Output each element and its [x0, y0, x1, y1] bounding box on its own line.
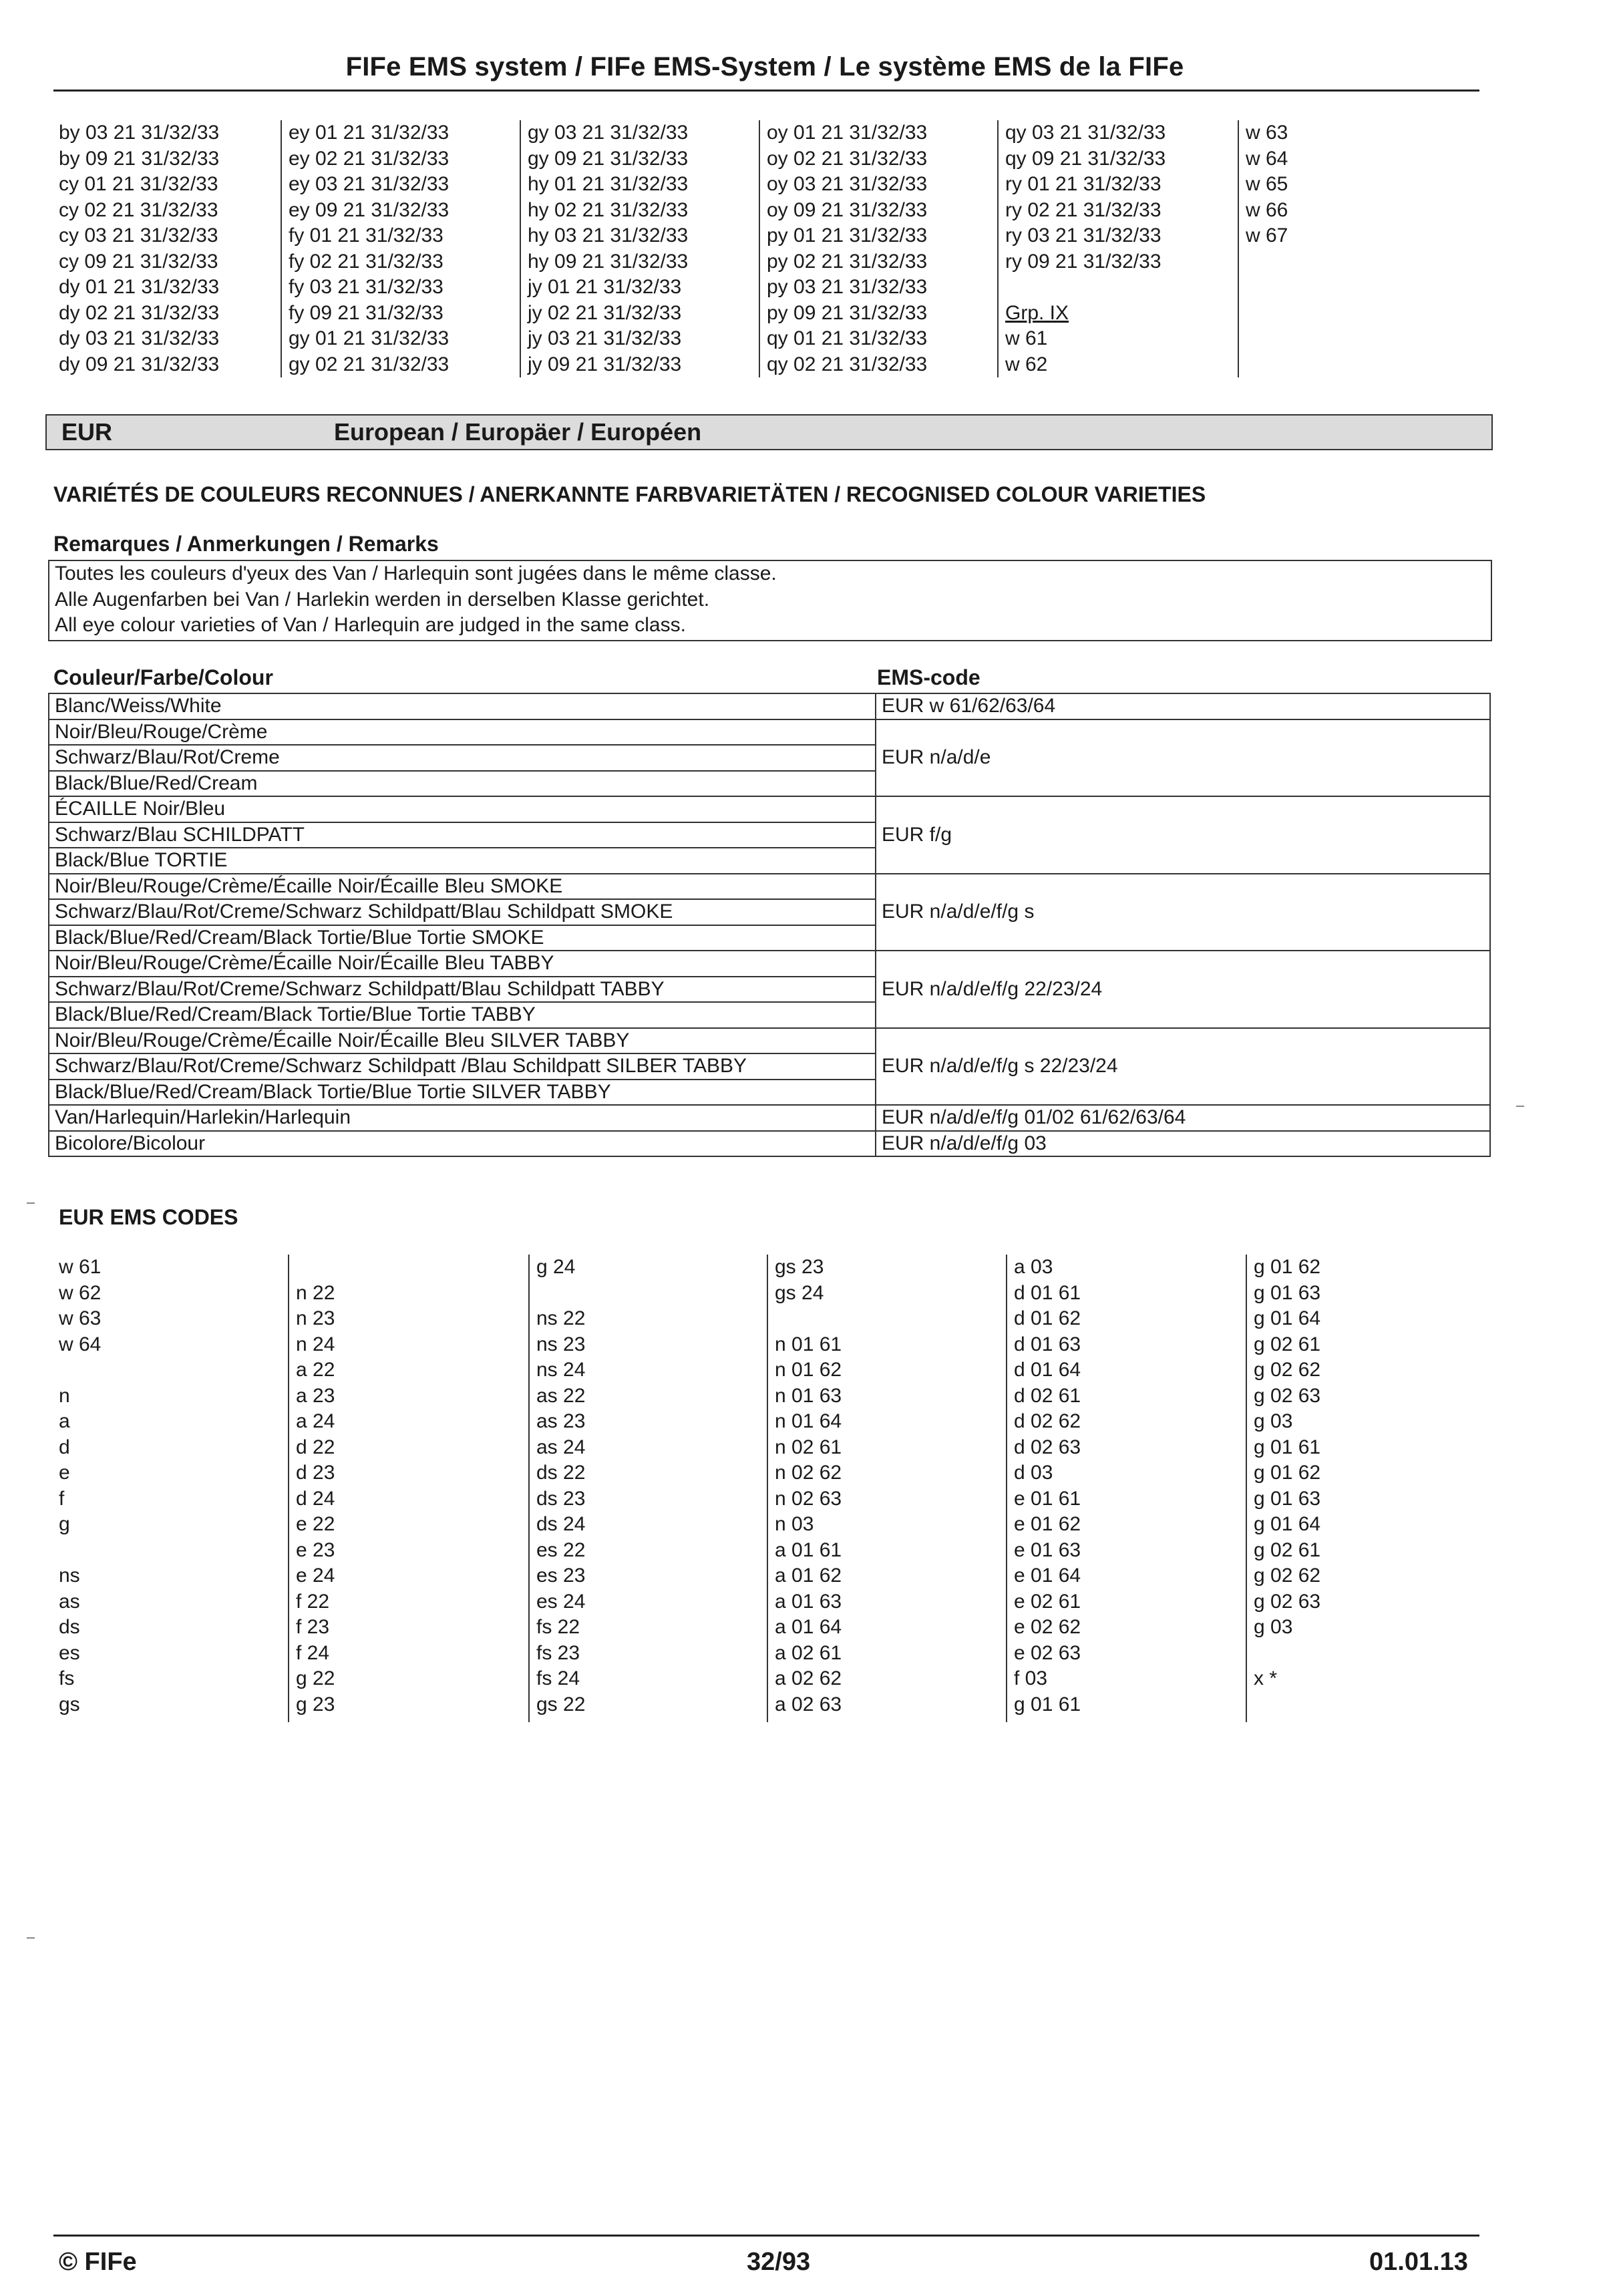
ems-code: a 01 64: [775, 1616, 842, 1638]
ems-code: n 22: [296, 1281, 335, 1304]
ems-code-cell: EUR n/a/d/e/f/g 22/23/24: [876, 951, 1490, 1028]
remarks-line-fr: Toutes les couleurs d'yeux des Van / Harlequin sont jugées dans le même classe.: [55, 562, 777, 585]
ems-code: ds 22: [536, 1462, 586, 1484]
remarks-line-en: All eye colour varieties of Van / Harlequin are judged in the same class.: [55, 614, 686, 636]
ems-code: n 01 61: [775, 1333, 842, 1355]
ems-code: [1005, 275, 1166, 301]
ems-code: n 01 63: [775, 1384, 842, 1407]
remarks-line-de: Alle Augenfarben bei Van / Harlekin werden in derselben Klasse gerichtet.: [55, 588, 710, 611]
breed-banner: [45, 414, 1493, 450]
ems-code: g 01 64: [1254, 1307, 1321, 1329]
page-header-title: FIFe EMS system / FIFe EMS-System / Le système EMS de la FIFe: [345, 52, 1184, 81]
breed-code: EUR: [61, 418, 113, 446]
ems-code: ns: [59, 1565, 80, 1587]
ems-code: w 62: [59, 1281, 102, 1304]
ems-code: a 24: [296, 1410, 335, 1432]
ems-code: n 02 61: [775, 1436, 842, 1458]
ems-code: w 64: [59, 1333, 102, 1355]
ems-code: [1246, 326, 1288, 352]
ems-code: oy 09 21 31/32/33: [767, 198, 928, 221]
ems-code: g 01 62: [1254, 1462, 1321, 1484]
table-row: [49, 1131, 1490, 1157]
ems-code: gy 03 21 31/32/33: [528, 122, 689, 144]
ems-code: jy 02 21 31/32/33: [528, 301, 682, 324]
ems-code: hy 01 21 31/32/33: [528, 173, 689, 195]
ems-code: oy 01 21 31/32/33: [767, 122, 928, 144]
ems-code: a 01 63: [775, 1590, 842, 1613]
ems-code: n: [59, 1384, 70, 1407]
ems-code: g 01 62: [1254, 1256, 1321, 1278]
ems-code: g 02 63: [1254, 1384, 1321, 1407]
ems-code: as 24: [536, 1436, 586, 1458]
colour-name-cell: Noir/Bleu/Rouge/Crème: [49, 719, 876, 746]
ems-code: qy 03 21 31/32/33: [1005, 122, 1166, 144]
ems-code: g 01 61: [1014, 1693, 1081, 1715]
ems-code: g 02 61: [1254, 1333, 1321, 1355]
ems-code: f 22: [296, 1590, 330, 1613]
table-row: [49, 951, 1490, 977]
ems-code: hy 09 21 31/32/33: [528, 250, 689, 273]
ems-code: ns 23: [536, 1333, 586, 1355]
ems-code: [296, 1255, 335, 1281]
ems-code: w 61: [59, 1256, 102, 1278]
ems-code: [775, 1306, 842, 1332]
ems-code: g 02 63: [1254, 1590, 1321, 1613]
ems-code: d 23: [296, 1462, 335, 1484]
ems-code-cell: EUR f/g: [876, 796, 1490, 874]
ems-code: e: [59, 1462, 70, 1484]
ems-code: ey 09 21 31/32/33: [289, 198, 450, 221]
ems-code-column: [59, 1255, 101, 1717]
ems-code: as 22: [536, 1384, 586, 1407]
ems-code: ry 09 21 31/32/33: [1005, 250, 1161, 273]
colour-name-cell: Schwarz/Blau/Rot/Creme/Schwarz Schildpatt /Blau Schildpatt SILBER TABBY: [49, 1053, 876, 1080]
ems-code: cy 01 21 31/32/33: [59, 173, 218, 195]
ems-code-column: [1246, 1255, 1320, 1722]
ems-code: fy 03 21 31/32/33: [289, 276, 443, 298]
ems-code: es 23: [536, 1565, 586, 1587]
ems-code: f: [59, 1487, 65, 1510]
ems-code: e 02 61: [1014, 1590, 1081, 1613]
ems-code: dy 01 21 31/32/33: [59, 276, 220, 298]
ems-code: d: [59, 1436, 70, 1458]
colour-name-cell: Black/Blue/Red/Cream/Black Tortie/Blue Tortie TABBY: [49, 1002, 876, 1028]
ems-code: d 01 64: [1014, 1359, 1081, 1381]
ems-code: ey 03 21 31/32/33: [289, 173, 450, 195]
ems-code: e 02 63: [1014, 1641, 1081, 1664]
colour-name-cell: Black/Blue/Red/Cream/Black Tortie/Blue Tortie SILVER TABBY: [49, 1080, 876, 1106]
ems-code: w 61: [1005, 327, 1048, 349]
colour-name-cell: Bicolore/Bicolour: [49, 1131, 876, 1157]
top-code-column: [520, 120, 688, 377]
ems-code: cy 02 21 31/32/33: [59, 198, 218, 221]
ems-code: d 02 61: [1014, 1384, 1081, 1407]
ems-code: n 02 63: [775, 1487, 842, 1510]
table-row: [49, 1028, 1490, 1054]
ems-code: as 23: [536, 1410, 586, 1432]
ems-code: n 24: [296, 1333, 335, 1355]
ems-code: d 02 63: [1014, 1436, 1081, 1458]
ems-code: g 02 61: [1254, 1538, 1321, 1561]
ems-code: es 24: [536, 1590, 586, 1613]
ems-code: py 01 21 31/32/33: [767, 224, 928, 247]
ems-code-column-header: EMS-code: [877, 665, 980, 689]
top-code-column: [1238, 120, 1288, 377]
ems-code: fs 22: [536, 1616, 580, 1638]
ems-code: d 03: [1014, 1462, 1053, 1484]
ems-code: jy 03 21 31/32/33: [528, 327, 682, 349]
ems-code: e 24: [296, 1565, 335, 1587]
ems-code: fs: [59, 1667, 75, 1689]
ems-code: py 09 21 31/32/33: [767, 301, 928, 324]
ems-code: ds 23: [536, 1487, 586, 1510]
ems-code-column: [767, 1255, 842, 1722]
ems-code: w 65: [1246, 173, 1288, 195]
colour-name-cell: Van/Harlequin/Harlekin/Harlequin: [49, 1105, 876, 1131]
ems-code: x *: [1254, 1667, 1278, 1689]
ems-code: py 03 21 31/32/33: [767, 276, 928, 298]
top-code-column: [281, 120, 449, 377]
ems-code-column: [528, 1255, 585, 1722]
ems-code: g 01 63: [1254, 1281, 1321, 1304]
ems-code: [1246, 249, 1288, 275]
ems-code: n 03: [775, 1513, 814, 1535]
ems-code: g 22: [296, 1667, 335, 1689]
ems-code: a 02 61: [775, 1641, 842, 1664]
scan-speck: [27, 1937, 35, 1939]
ems-code: ry 03 21 31/32/33: [1005, 224, 1161, 247]
varieties-heading: VARIÉTÉS DE COULEURS RECONNUES / ANERKANNTE FARBVARIETÄTEN / RECOGNISED COLOUR VARIETIES: [53, 482, 1206, 506]
top-code-column: [997, 120, 1166, 377]
ems-code-cell: EUR n/a/d/e/f/g 01/02 61/62/63/64: [876, 1105, 1490, 1131]
ems-code: g 01 61: [1254, 1436, 1321, 1458]
ems-code: gs 24: [775, 1281, 824, 1304]
ems-code: e 02 62: [1014, 1616, 1081, 1638]
ems-code: ns 24: [536, 1359, 586, 1381]
ems-code: es 22: [536, 1538, 586, 1561]
ems-code: dy 03 21 31/32/33: [59, 327, 220, 349]
ems-code: jy 01 21 31/32/33: [528, 276, 682, 298]
ems-codes-heading: EUR EMS CODES: [59, 1205, 238, 1229]
ems-code: ds 24: [536, 1513, 586, 1535]
table-row: [49, 874, 1490, 900]
ems-code: e 01 61: [1014, 1487, 1081, 1510]
ems-code: g 24: [536, 1256, 576, 1278]
remarks-heading: Remarques / Anmerkungen / Remarks: [53, 532, 439, 556]
colour-name-cell: Schwarz/Blau/Rot/Creme/Schwarz Schildpatt/Blau Schildpatt TABBY: [49, 977, 876, 1003]
colour-table: [48, 693, 1491, 1157]
table-row: [49, 693, 1490, 719]
ems-code: hy 03 21 31/32/33: [528, 224, 689, 247]
remarks-box: [48, 560, 1492, 641]
ems-code: [1246, 352, 1288, 378]
ems-code: ds: [59, 1616, 80, 1638]
ems-code: d 24: [296, 1487, 335, 1510]
ems-code-cell: EUR n/a/d/e/f/g s: [876, 874, 1490, 951]
ems-code: e 01 64: [1014, 1565, 1081, 1587]
colour-name-cell: Black/Blue/Red/Cream/Black Tortie/Blue Tortie SMOKE: [49, 925, 876, 951]
ems-code: [1246, 301, 1288, 327]
ems-code: g 02 62: [1254, 1565, 1321, 1587]
ems-code: qy 02 21 31/32/33: [767, 353, 928, 375]
ems-code: hy 02 21 31/32/33: [528, 198, 689, 221]
ems-code: fy 01 21 31/32/33: [289, 224, 443, 247]
ems-code: e 01 63: [1014, 1538, 1081, 1561]
scan-speck: [27, 1202, 35, 1204]
ems-code: e 01 62: [1014, 1513, 1081, 1535]
ems-code: d 01 61: [1014, 1281, 1081, 1304]
colour-column-header: Couleur/Farbe/Colour: [53, 665, 273, 689]
ems-code: n 23: [296, 1307, 335, 1329]
ems-code: w 64: [1246, 147, 1288, 170]
ems-code: fs 23: [536, 1641, 580, 1664]
scan-speck: [1516, 1106, 1524, 1107]
group-label: Grp. IX: [1005, 301, 1069, 324]
colour-name-cell: Schwarz/Blau SCHILDPATT: [49, 822, 876, 848]
ems-code: g 01 64: [1254, 1513, 1321, 1535]
ems-code: qy 01 21 31/32/33: [767, 327, 928, 349]
header-divider: [53, 90, 1479, 92]
ems-code: g 23: [296, 1693, 335, 1715]
ems-code: a 03: [1014, 1256, 1053, 1278]
ems-code: es: [59, 1641, 80, 1664]
footer-date: 01.01.13: [1369, 2248, 1468, 2276]
ems-code: n 01 62: [775, 1359, 842, 1381]
ems-code: gs 23: [775, 1256, 824, 1278]
ems-code: ey 01 21 31/32/33: [289, 122, 450, 144]
table-row: [49, 1105, 1490, 1131]
ems-code: ry 02 21 31/32/33: [1005, 198, 1161, 221]
ems-code: gs: [59, 1693, 80, 1715]
colour-name-cell: ÉCAILLE Noir/Bleu: [49, 796, 876, 822]
ems-code: f 24: [296, 1641, 330, 1664]
ems-code: cy 03 21 31/32/33: [59, 224, 218, 247]
ems-code: fy 02 21 31/32/33: [289, 250, 443, 273]
ems-code: by 03 21 31/32/33: [59, 122, 220, 144]
ems-code: n 01 64: [775, 1410, 842, 1432]
ems-code: oy 03 21 31/32/33: [767, 173, 928, 195]
ems-code-cell: EUR n/a/d/e: [876, 719, 1490, 797]
ems-code: ry 01 21 31/32/33: [1005, 173, 1161, 195]
ems-code-cell: EUR w 61/62/63/64: [876, 693, 1490, 719]
ems-code: oy 02 21 31/32/33: [767, 147, 928, 170]
top-code-column: [759, 120, 927, 377]
ems-code-cell: EUR n/a/d/e/f/g 03: [876, 1131, 1490, 1157]
ems-code: e 22: [296, 1513, 335, 1535]
ems-code: ns 22: [536, 1307, 586, 1329]
ems-code: w 62: [1005, 353, 1048, 375]
ems-code: g 03: [1254, 1410, 1293, 1432]
top-code-column: [59, 120, 219, 377]
ems-code: d 01 63: [1014, 1333, 1081, 1355]
footer-divider: [53, 2235, 1479, 2237]
ems-code: d 22: [296, 1436, 335, 1458]
ems-code: w 63: [59, 1307, 102, 1329]
ems-code: f 03: [1014, 1667, 1048, 1689]
ems-code: a 23: [296, 1384, 335, 1407]
ems-code: [1246, 275, 1288, 301]
table-row: [49, 719, 1490, 746]
table-row: [49, 796, 1490, 822]
ems-code: d 02 62: [1014, 1410, 1081, 1432]
ems-code: gy 09 21 31/32/33: [528, 147, 689, 170]
ems-code: w 66: [1246, 198, 1288, 221]
ems-code: as: [59, 1590, 80, 1613]
ems-code: [59, 1357, 101, 1383]
ems-code: [59, 1538, 101, 1564]
ems-code: gs 22: [536, 1693, 586, 1715]
footer-copyright: © FIFe: [59, 2248, 137, 2276]
ems-code: fy 09 21 31/32/33: [289, 301, 443, 324]
ems-code: a 01 61: [775, 1538, 842, 1561]
ems-code: gy 01 21 31/32/33: [289, 327, 450, 349]
ems-code: by 09 21 31/32/33: [59, 147, 220, 170]
colour-name-cell: Black/Blue TORTIE: [49, 848, 876, 874]
colour-name-cell: Noir/Bleu/Rouge/Crème/Écaille Noir/Écaille Bleu TABBY: [49, 951, 876, 977]
ems-code: a 22: [296, 1359, 335, 1381]
ems-code: w 67: [1246, 224, 1288, 247]
ems-code: g 03: [1254, 1616, 1293, 1638]
ems-code: fs 24: [536, 1667, 580, 1689]
colour-name-cell: Schwarz/Blau/Rot/Creme: [49, 745, 876, 771]
colour-name-cell: Noir/Bleu/Rouge/Crème/Écaille Noir/Écaille Bleu SMOKE: [49, 874, 876, 900]
colour-name-cell: Noir/Bleu/Rouge/Crème/Écaille Noir/Écaille Bleu SILVER TABBY: [49, 1028, 876, 1054]
ems-code: jy 09 21 31/32/33: [528, 353, 682, 375]
breed-name: European / Europäer / Européen: [334, 418, 702, 446]
ems-code: e 23: [296, 1538, 335, 1561]
ems-code: n 02 62: [775, 1462, 842, 1484]
ems-code: g 02 62: [1254, 1359, 1321, 1381]
ems-code: g: [59, 1513, 70, 1535]
ems-code: py 02 21 31/32/33: [767, 250, 928, 273]
ems-code: g 01 63: [1254, 1487, 1321, 1510]
ems-code: cy 09 21 31/32/33: [59, 250, 218, 273]
ems-code: gy 02 21 31/32/33: [289, 353, 450, 375]
ems-code: a 02 63: [775, 1693, 842, 1715]
footer-page-number: 32/93: [747, 2248, 811, 2276]
ems-code: ey 02 21 31/32/33: [289, 147, 450, 170]
ems-code: a: [59, 1410, 70, 1432]
ems-code: qy 09 21 31/32/33: [1005, 147, 1166, 170]
ems-code: [1254, 1692, 1320, 1718]
ems-code-column: [1006, 1255, 1081, 1722]
ems-code: [1254, 1641, 1320, 1667]
ems-code-cell: EUR n/a/d/e/f/g s 22/23/24: [876, 1028, 1490, 1106]
ems-code: f 23: [296, 1616, 330, 1638]
ems-code: dy 02 21 31/32/33: [59, 301, 220, 324]
ems-code: dy 09 21 31/32/33: [59, 353, 220, 375]
ems-code: a 02 62: [775, 1667, 842, 1689]
ems-code: [536, 1281, 585, 1307]
colour-name-cell: Schwarz/Blau/Rot/Creme/Schwarz Schildpatt/Blau Schildpatt SMOKE: [49, 899, 876, 925]
ems-code-column: [288, 1255, 335, 1722]
ems-code: d 01 62: [1014, 1307, 1081, 1329]
ems-code: a 01 62: [775, 1565, 842, 1587]
ems-code: w 63: [1246, 122, 1288, 144]
colour-name-cell: Blanc/Weiss/White: [49, 693, 876, 719]
colour-name-cell: Black/Blue/Red/Cream: [49, 771, 876, 797]
